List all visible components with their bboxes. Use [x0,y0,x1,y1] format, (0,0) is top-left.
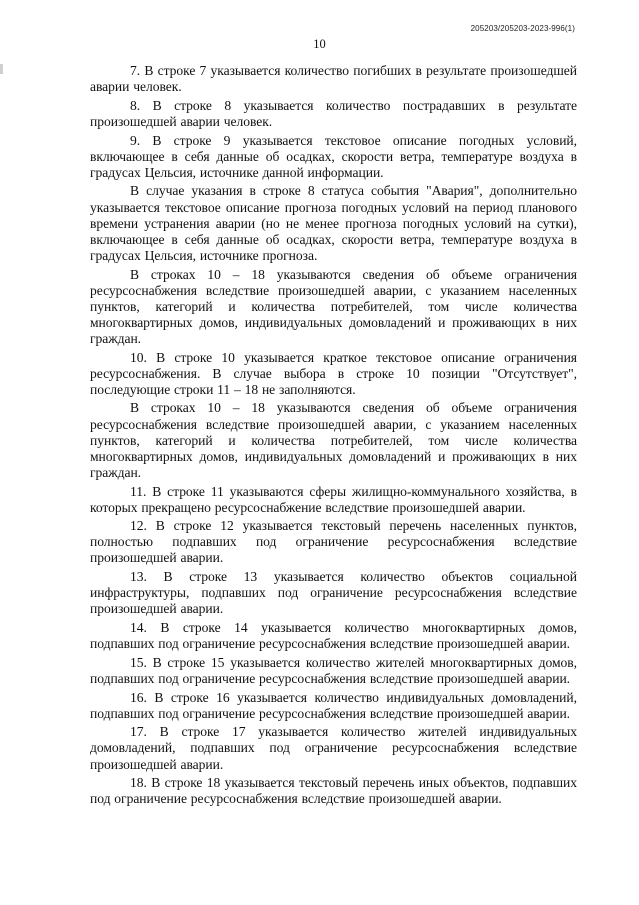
paragraph-rows-10-18-repeat: В строках 10 – 18 указываются сведения об объеме ограничения ресурсоснабжения вследствие произошедшей аварии, с указанием населенных пунктов, категорий и количества потребителей, том числе количества многоквартирных домов, индивидуальных домовладений и проживающих в них граждан. [90,400,577,480]
page-number: 10 [313,37,326,51]
paragraph-item-17: 17. В строке 17 указывается количество жителей индивидуальных домовладений, подпавших под ограничение ресурсоснабжения вследствие произошедшей аварии. [90,724,577,772]
paragraph-item-12: 12. В строке 12 указывается текстовый перечень населенных пунктов, полностью подпавших под ограничение ресурсоснабжения вследствие произошедшей аварии. [90,518,577,566]
paragraph-rows-10-18: В строках 10 – 18 указываются сведения об объеме ограничения ресурсоснабжения вследствие произошедшей аварии, с указанием населенных пунктов, категорий и количества потребителей, том числе количества многоквартирных домов, индивидуальных домовладений и проживающих в них граждан. [90,266,577,346]
paragraph-item-15: 15. В строке 15 указывается количество жителей многоквартирных домов, подпавших под ограничение ресурсоснабжения вследствие произошедшей аварии. [90,654,577,686]
paragraph-item-9: 9. В строке 9 указывается текстовое описание погодных условий, включающее в себя данные об осадках, скорости ветра, температуре воздуха в градусах Цельсия, источнике данной информации. [90,132,577,180]
document-code: 205203/205203-2023-996(1) [470,24,575,33]
paragraph-item-10: 10. В строке 10 указывается краткое текстовое описание ограничения ресурсоснабжения. В случае выбора в строке 10 позиции "Отсутствует", последующие строки 11 – 18 не заполняются. [90,349,577,397]
paragraph-item-8: 8. В строке 8 указывается количество пострадавших в результате произошедшей аварии человек. [90,97,577,129]
paragraph-weather-forecast: В случае указания в строке 8 статуса события "Авария", дополнительно указывается текстовое описание прогноза погодных условий на период планового времени устранения аварии (но не менее прогноза погодных условий на сутки), включающее в себя данные об осадках, скорости ветра, температуре воздуха в градусах Цельсия, источнике прогноза. [90,183,577,263]
paragraph-item-16: 16. В строке 16 указывается количество индивидуальных домовладений, подпавших под ограничение ресурсоснабжения вследствие произошедшей аварии. [90,689,577,721]
scan-margin-mark [0,64,3,74]
paragraph-item-13: 13. В строке 13 указывается количество объектов социальной инфраструктуры, подпавших под ограничение ресурсоснабжения вследствие произошедшей аварии. [90,569,577,617]
document-body [90,63,577,810]
paragraph-item-11: 11. В строке 11 указываются сферы жилищно-коммунального хозяйства, в которых прекращено ресурсоснабжение вследствие произошедшей аварии. [90,483,577,515]
paragraph-item-18: 18. В строке 18 указывается текстовый перечень иных объектов, подпавших под ограничение ресурсоснабжения вследствие произошедшей аварии. [90,775,577,807]
paragraph-item-14: 14. В строке 14 указывается количество многоквартирных домов, подпавших под ограничение ресурсоснабжения вследствие произошедшей аварии. [90,620,577,652]
paragraph-item-7: 7. В строке 7 указывается количество погибших в результате произошедшей аварии человек. [90,63,577,95]
